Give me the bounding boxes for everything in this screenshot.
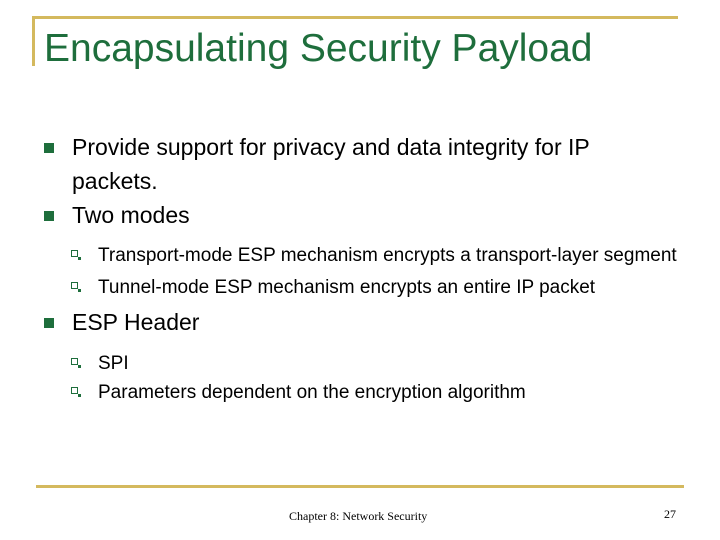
filled-square-bullet-icon	[44, 318, 54, 328]
sub-bullet-item-transport-mode	[0, 241, 688, 270]
footer-chapter-label: Chapter 8: Network Security	[289, 509, 428, 523]
bullet-text: Provide support for privacy and data integrity for IP packets.	[72, 134, 590, 194]
sub-bullet-item-tunnel-mode	[0, 273, 688, 302]
hollow-square-bullet-icon	[71, 387, 78, 394]
bullet-list	[0, 130, 720, 407]
filled-square-bullet-icon	[44, 211, 54, 221]
sub-bullet-text: SPI	[98, 353, 129, 374]
bullet-item-two-modes	[0, 198, 672, 232]
slide-title: Encapsulating Security Payload	[44, 27, 593, 70]
sub-bullet-item-parameters	[0, 378, 688, 407]
bullet-text: Two modes	[72, 202, 190, 228]
title-frame-left-rule	[32, 16, 35, 66]
bullet-item-esp-header	[0, 305, 672, 339]
footer-rule	[36, 485, 684, 488]
filled-square-bullet-icon	[44, 143, 54, 153]
sub-bullet-item-spi	[0, 349, 688, 378]
bullet-item-privacy	[0, 130, 672, 198]
sub-bullet-text: Transport-mode ESP mechanism encrypts a transport-layer segment	[98, 245, 677, 266]
sub-bullet-text: Parameters dependent on the encryption algorithm	[98, 382, 526, 403]
sub-bullet-text: Tunnel-mode ESP mechanism encrypts an entire IP packet	[98, 277, 596, 298]
bullet-text: ESP Header	[72, 309, 200, 335]
hollow-square-bullet-icon	[71, 358, 78, 365]
hollow-square-bullet-icon	[71, 250, 78, 257]
title-frame-top-rule	[32, 16, 678, 19]
page-number: 27	[664, 507, 676, 521]
hollow-square-bullet-icon	[71, 282, 78, 289]
